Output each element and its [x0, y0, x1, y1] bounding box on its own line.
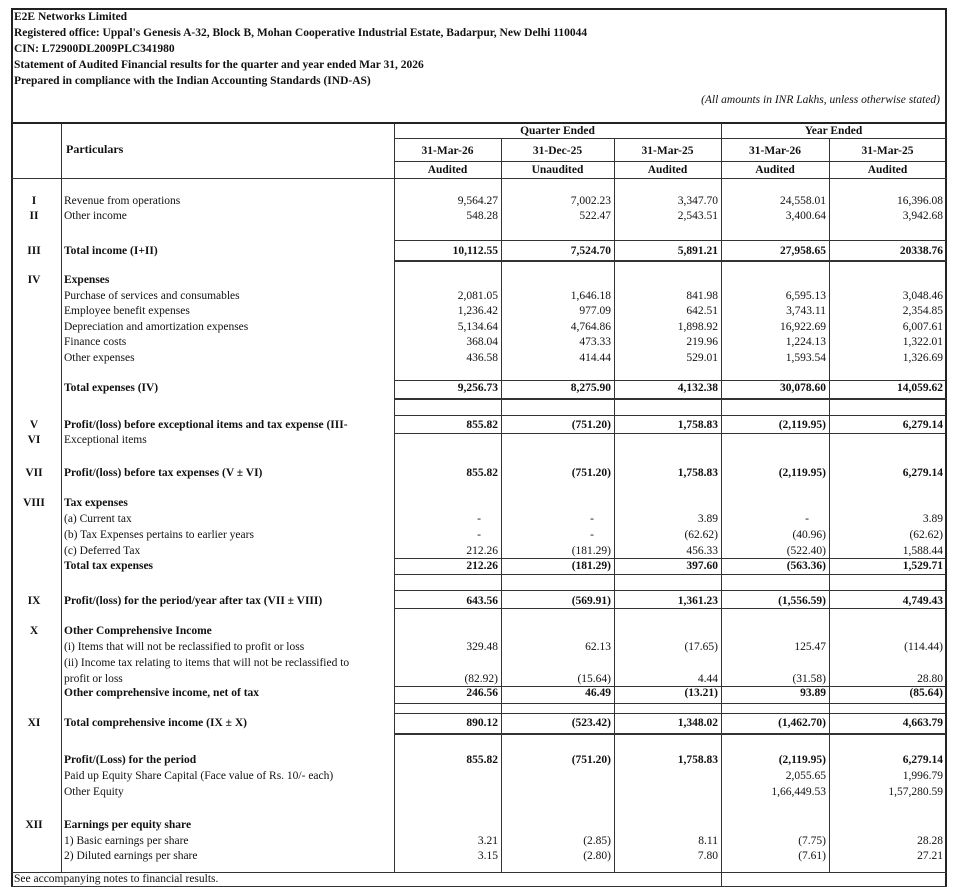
row-label: (c) Deferred Tax: [64, 545, 141, 557]
row-value: 46.49: [585, 687, 611, 699]
row-value: 855.82: [466, 419, 498, 431]
row-value: 841.98: [686, 290, 718, 302]
row-value: 3.89: [697, 513, 718, 525]
registered-office: Registered office: Uppal's Genesis A-32, Block B, Mohan Cooperative Industrial Estate, Badarpur, New Delhi 110044: [14, 27, 588, 39]
row-value: (751.20): [571, 467, 611, 479]
row-label: Other income: [64, 210, 127, 222]
row-value: 1,348.02: [677, 717, 718, 729]
company-name: E2E Networks Limited: [14, 11, 128, 23]
row-value: 16,922.69: [780, 321, 826, 333]
row-value: 62.13: [585, 641, 611, 653]
row-label: Total comprehensive income (IX ± X): [64, 717, 247, 729]
row-value: 1,326.69: [902, 352, 943, 364]
outer-border-right: [945, 8, 947, 887]
cin-number: CIN: L72900DL2009PLC341980: [14, 43, 175, 55]
header-divider-groups: [394, 138, 946, 139]
row-value: 93.89: [800, 687, 826, 699]
row-value: 246.56: [466, 687, 498, 699]
group-header-year: Year Ended: [804, 125, 863, 137]
row-value: 3,743.11: [786, 305, 826, 317]
row-value: 1,898.92: [677, 321, 718, 333]
row-value: 27,958.65: [780, 245, 826, 257]
row-label: Profit/(Loss) for the period: [64, 754, 197, 766]
row-value: 1,57,280.59: [888, 786, 943, 798]
row-value: 4,663.79: [902, 717, 943, 729]
row-roman-numeral: VII: [25, 467, 43, 479]
row-value: (181.29): [571, 560, 611, 572]
row-value: 5,891.21: [677, 245, 718, 257]
row-value: 1,66,449.53: [771, 786, 826, 798]
row-value: (1,462.70): [778, 717, 826, 729]
row-label: Profit/(loss) before tax expenses (V ± VI): [64, 467, 263, 479]
header-bottom-border: [11, 178, 947, 179]
row-value: 8,275.90: [570, 382, 611, 394]
group-header-quarter: Quarter Ended: [520, 125, 595, 137]
row-value: (522.40): [786, 545, 826, 557]
header-divider-dates: [394, 161, 946, 162]
tci-top-border: [394, 713, 946, 714]
row-value: (7.61): [798, 850, 826, 862]
row-label: Profit/(loss) for the period/year after tax (VII ± VIII): [64, 595, 323, 607]
row-label: Other Comprehensive Income: [64, 625, 212, 637]
row-value: 125.47: [794, 641, 826, 653]
row-label: Exceptional items: [64, 434, 147, 446]
pat-top-border: [394, 590, 946, 591]
row-value: (13.21): [684, 687, 718, 699]
row-label: Total expenses (IV): [64, 382, 159, 394]
total-income-top-border: [394, 240, 946, 241]
column-status-header: Audited: [755, 164, 795, 176]
row-value: 4,749.43: [902, 595, 943, 607]
row-value: -: [477, 529, 481, 541]
row-value: 6,279.14: [902, 467, 943, 479]
row-roman-numeral: V: [29, 419, 39, 431]
profit-before-exceptional-bottom-border: [394, 433, 946, 434]
row-value: 414.44: [579, 352, 611, 364]
row-value: 4,764.86: [570, 321, 611, 333]
row-value: (82.92): [464, 673, 498, 685]
row-value: 397.60: [686, 560, 718, 572]
row-value: (17.65): [684, 641, 718, 653]
row-label: Employee benefit expenses: [64, 305, 190, 317]
row-value: 1,529.71: [902, 560, 943, 572]
row-label: Finance costs: [64, 336, 127, 348]
row-value: 548.28: [466, 210, 498, 222]
outer-border-top: [11, 8, 947, 10]
row-roman-numeral: IX: [27, 595, 41, 607]
row-label: Other comprehensive income, net of tax: [64, 687, 260, 699]
row-value: 4,132.38: [677, 382, 718, 394]
row-value: 2,081.05: [457, 290, 498, 302]
row-value: 6,595.13: [785, 290, 826, 302]
column-status-header: Audited: [427, 164, 468, 176]
row-value: 8.11: [698, 835, 718, 847]
row-value: 1,593.54: [785, 352, 826, 364]
row-value: 5,134.64: [457, 321, 498, 333]
total-tax-bottom-border: [394, 574, 946, 575]
row-value: (523.42): [571, 717, 611, 729]
row-value: -: [477, 513, 481, 525]
column-date-header: 31-Mar-25: [861, 145, 914, 157]
row-label: Paid up Equity Share Capital (Face value of Rs. 10/- each): [64, 770, 334, 782]
row-value: (2,119.95): [778, 419, 826, 431]
row-value: 7,002.23: [570, 195, 611, 207]
row-label: Total income (I+II): [64, 245, 158, 257]
row-roman-numeral: VI: [27, 434, 41, 446]
row-value: (181.29): [571, 545, 611, 557]
row-roman-numeral: I: [31, 195, 37, 207]
row-value: -: [590, 529, 594, 541]
row-label: Other Equity: [64, 786, 124, 798]
row-value: (2,119.95): [778, 754, 826, 766]
row-value: 2,354.85: [902, 305, 943, 317]
row-value: (31.58): [792, 673, 826, 685]
row-roman-numeral: VIII: [23, 497, 45, 509]
compliance-note: Prepared in compliance with the Indian Accounting Standards (IND-AS): [14, 75, 371, 87]
row-value: (1,556.59): [778, 595, 826, 607]
row-value: 212.26: [466, 545, 498, 557]
row-value: (2,119.95): [778, 467, 826, 479]
row-value: (40.96): [792, 529, 826, 541]
row-label: Purchase of services and consumables: [64, 290, 240, 302]
row-value: 28.80: [917, 673, 943, 685]
row-value: 16,396.08: [897, 195, 943, 207]
row-roman-numeral: IV: [27, 274, 41, 286]
row-value: 2,055.65: [785, 770, 826, 782]
row-value: 3,400.64: [785, 210, 826, 222]
row-value: (563.36): [786, 560, 826, 572]
row-value: 1,322.01: [902, 336, 943, 348]
row-roman-numeral: X: [29, 625, 39, 637]
row-label: 1) Basic earnings per share: [64, 835, 189, 847]
row-value: (114.44): [904, 641, 943, 653]
row-value: 9,564.27: [457, 195, 498, 207]
row-value: 4.44: [697, 673, 718, 685]
column-date-header: 31-Mar-26: [749, 145, 801, 157]
column-status-header: Audited: [647, 164, 688, 176]
particulars-header: Particulars: [66, 142, 124, 156]
row-value: (2.80): [583, 850, 611, 862]
row-value: (751.20): [571, 754, 611, 766]
row-value: 473.33: [579, 336, 611, 348]
row-value: (2.85): [583, 835, 611, 847]
row-roman-numeral: XII: [25, 819, 43, 831]
row-label: Profit/(loss) before exceptional items and tax expense (III-: [64, 419, 348, 431]
row-value: 1,758.83: [677, 754, 718, 766]
row-value: (85.64): [909, 687, 943, 699]
row-value: (62.62): [684, 529, 718, 541]
row-value: 28.28: [917, 835, 943, 847]
row-value: 436.58: [466, 352, 498, 364]
row-value: 977.09: [579, 305, 611, 317]
row-value: -: [805, 513, 809, 525]
row-value: 522.47: [579, 210, 611, 222]
row-value: 1,758.83: [677, 419, 718, 431]
row-value: 1,236.42: [457, 305, 498, 317]
row-value: -: [590, 513, 594, 525]
row-value: 7.80: [697, 850, 718, 862]
row-value: 3.21: [477, 835, 498, 847]
row-label-continuation: profit or loss: [64, 673, 123, 685]
row-value: 329.48: [466, 641, 498, 653]
row-label: (a) Current tax: [64, 513, 132, 525]
row-roman-numeral: III: [27, 245, 41, 257]
row-label: Total tax expenses: [64, 560, 154, 572]
row-value: 1,646.18: [570, 290, 611, 302]
row-value: 6,279.14: [902, 754, 943, 766]
row-value: 27.21: [917, 850, 943, 862]
row-value: 529.01: [686, 352, 718, 364]
row-label: (ii) Income tax relating to items that will not be reclassified to: [64, 657, 350, 669]
footnote: See accompanying notes to financial results.: [14, 873, 219, 885]
row-value: (62.62): [909, 529, 943, 541]
row-value: (7.75): [798, 835, 826, 847]
statement-title: Statement of Audited Financial results for the quarter and year ended Mar 31, 2026: [14, 59, 424, 71]
row-value: 3,347.70: [677, 195, 718, 207]
column-date-header: 31-Mar-25: [641, 145, 694, 157]
row-value: (15.64): [577, 673, 611, 685]
row-value: 3.89: [922, 513, 943, 525]
row-value: 7,524.70: [570, 245, 611, 257]
column-date-header: 31-Dec-25: [532, 145, 583, 157]
row-value: 219.96: [686, 336, 718, 348]
row-value: 24,558.01: [780, 195, 826, 207]
row-value: 20338.76: [899, 245, 943, 257]
row-value: 14,059.62: [897, 382, 943, 394]
row-value: 1,996.79: [902, 770, 943, 782]
row-value: 1,224.13: [785, 336, 826, 348]
row-value: 855.82: [466, 467, 498, 479]
row-value: 642.51: [686, 305, 718, 317]
row-value: 9,256.73: [457, 382, 498, 394]
row-value: 3,048.46: [902, 290, 943, 302]
row-value: 456.33: [686, 545, 718, 557]
total-expenses-bottom-border: [394, 398, 946, 400]
row-value: 1,758.83: [677, 467, 718, 479]
row-value: 10,112.55: [452, 245, 498, 257]
pat-bottom-border: [394, 608, 946, 609]
row-label: Other expenses: [64, 352, 135, 364]
row-value: 6,279.14: [902, 419, 943, 431]
row-value: 1,588.44: [902, 545, 943, 557]
row-roman-numeral: II: [29, 210, 39, 222]
row-value: (569.91): [571, 595, 611, 607]
row-label: (b) Tax Expenses pertains to earlier years: [64, 529, 254, 541]
row-label: (i) Items that will not be reclassified to profit or loss: [64, 641, 305, 653]
row-label: Expenses: [64, 274, 110, 286]
row-value: 2,543.51: [677, 210, 718, 222]
row-value: 368.04: [466, 336, 498, 348]
profit-before-exceptional-top-border: [394, 415, 946, 416]
row-value: 212.26: [466, 560, 498, 572]
amounts-note: (All amounts in INR Lakhs, unless otherwise stated): [701, 94, 940, 106]
row-label: 2) Diluted earnings per share: [64, 850, 198, 862]
row-value: 6,007.61: [902, 321, 943, 333]
tci-bottom-border: [394, 733, 946, 735]
column-status-header: Audited: [867, 164, 908, 176]
row-label: Depreciation and amortization expenses: [64, 321, 249, 333]
column-status-header: Unaudited: [531, 164, 584, 176]
outer-border-left: [11, 8, 13, 887]
row-value: 3,942.68: [902, 210, 943, 222]
row-value: 643.56: [466, 595, 498, 607]
row-label: Revenue from operations: [64, 195, 181, 207]
row-value: (751.20): [571, 419, 611, 431]
column-date-header: 31-Mar-26: [421, 145, 474, 157]
row-label: Tax expenses: [64, 497, 128, 509]
row-value: 890.12: [466, 717, 498, 729]
row-value: 3.15: [477, 850, 498, 862]
row-value: 30,078.60: [780, 382, 826, 394]
total-income-bottom-border: [394, 260, 946, 262]
oci-net-bottom-border: [394, 703, 946, 704]
row-roman-numeral: XI: [27, 717, 41, 729]
row-label: Earnings per equity share: [64, 819, 192, 831]
row-value: 855.82: [466, 754, 498, 766]
row-value: 1,361.23: [677, 595, 718, 607]
